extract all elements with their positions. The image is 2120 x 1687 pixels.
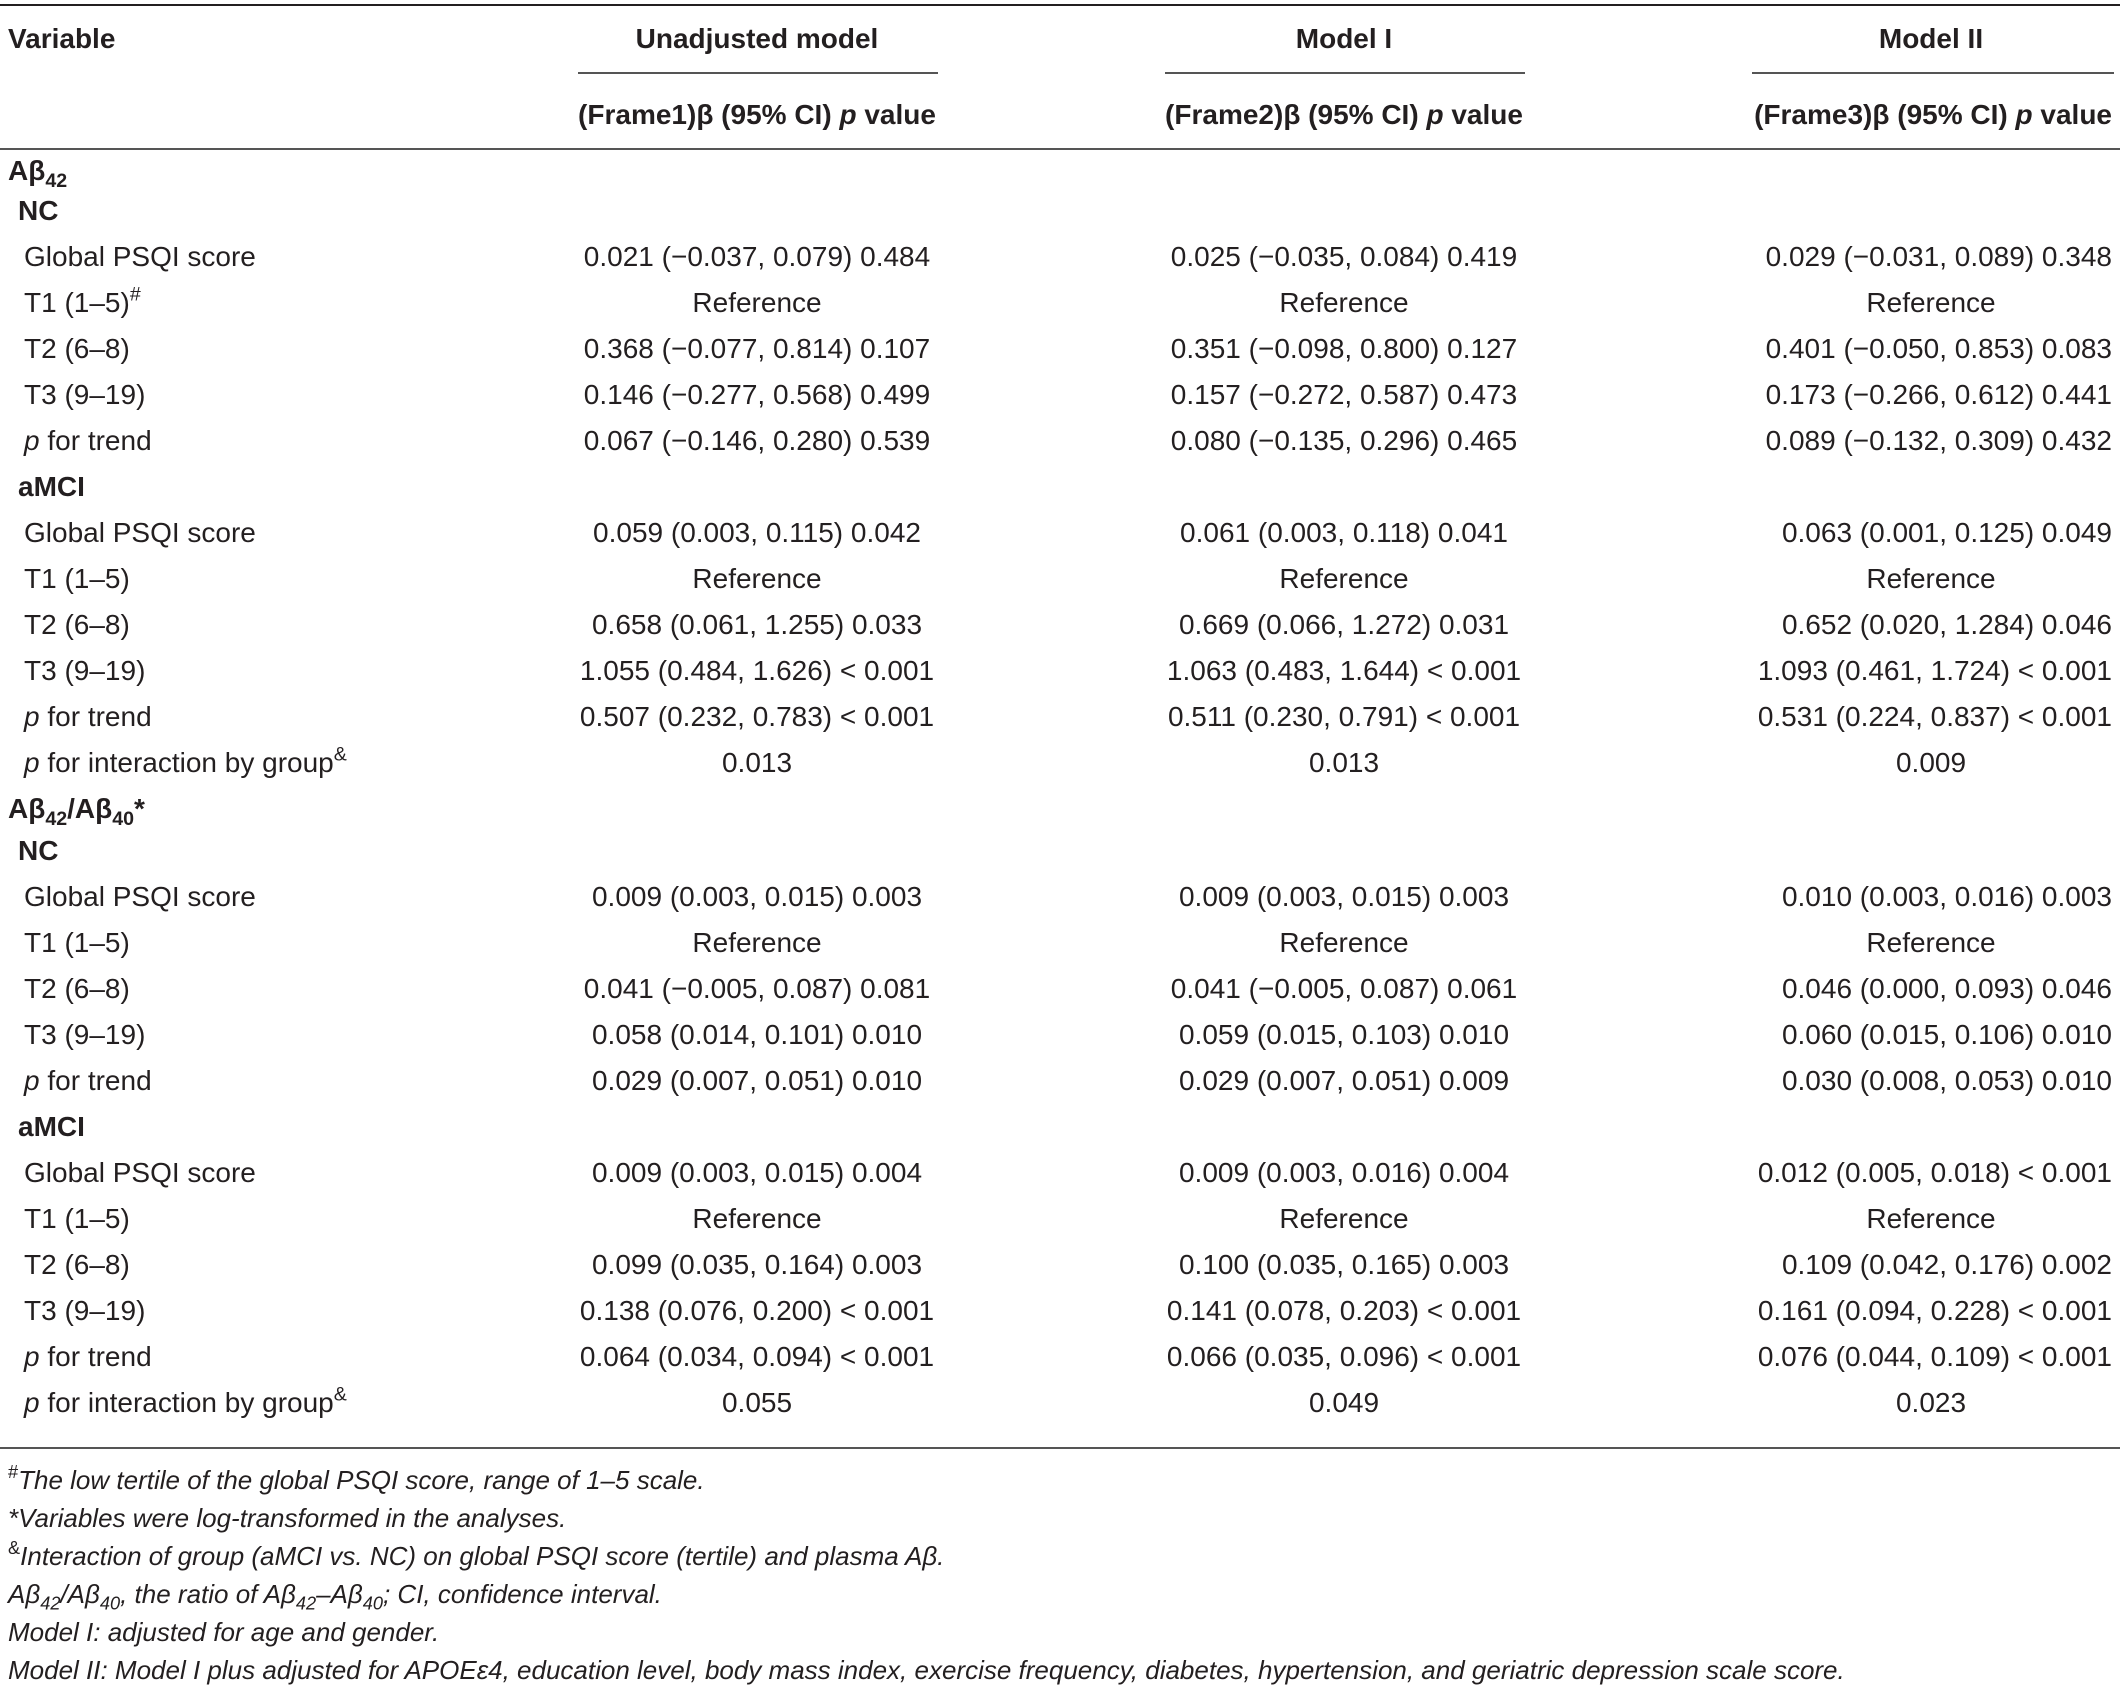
table-cell: 1.055 (0.484, 1.626) < 0.001 [579,655,935,686]
footnote-model-1: Model I: adjusted for age and gender. [8,1617,440,1647]
table-cell: 0.059 (0.003, 0.115) 0.042 [593,517,921,548]
row-label: p for trend [24,425,152,456]
row-label: T2 (6–8) [24,609,130,640]
subheader-model-2: (Frame3)β (95% CI) p value [1754,99,2112,130]
header-variable: Variable [8,23,116,54]
table-cell: 0.064 (0.034, 0.094) < 0.001 [579,1341,935,1372]
table-cell: 0.080 (−0.135, 0.296) 0.465 [1170,425,1518,456]
section-title: $A\beta_{42}/A\beta_{40}*$ [8,793,145,830]
table-cell: 0.041 (−0.005, 0.087) 0.061 [1170,973,1518,1004]
table-cell: 0.067 (−0.146, 0.280) 0.539 [583,425,931,456]
table-cell: Reference [1279,1203,1409,1234]
table-cell: 0.009 (0.003, 0.016) 0.004 [1178,1157,1510,1188]
table-cell: Reference [1866,563,1996,594]
table-cell: Reference [1279,927,1409,958]
table-cell: 0.173 (−0.266, 0.612) 0.441 [1765,379,2112,410]
table-cell: 0.157 (−0.272, 0.587) 0.473 [1170,379,1518,410]
table-cell: 0.009 [1895,747,1967,778]
row-label: T1 (1–5) [24,1203,130,1234]
row-label: p for trend [24,701,152,732]
group-label: aMCI [18,471,85,502]
row-label: p for interaction by group& [24,743,347,778]
row-label: T1 (1–5) [24,563,130,594]
table-cell: Reference [692,1203,822,1234]
table-cell: Reference [692,287,822,318]
table-cell: 0.029 (0.007, 0.051) 0.009 [1178,1065,1510,1096]
subheader-model-1: (Frame2)β (95% CI) p value [1165,99,1523,130]
table-cell: 1.093 (0.461, 1.724) < 0.001 [1757,655,2112,686]
table-cell: 0.669 (0.066, 1.272) 0.031 [1178,609,1510,640]
table-cell: 0.061 (0.003, 0.118) 0.041 [1180,517,1508,548]
table-cell: 0.029 (−0.031, 0.089) 0.348 [1765,241,2112,272]
table-cell: 0.652 (0.020, 1.284) 0.046 [1781,609,2112,640]
table-cell: 0.368 (−0.077, 0.814) 0.107 [583,333,931,364]
table-cell: 0.066 (0.035, 0.096) < 0.001 [1166,1341,1522,1372]
table-cell: 0.138 (0.076, 0.200) < 0.001 [579,1295,935,1326]
group-label: aMCI [18,1111,85,1142]
table-cell: 0.141 (0.078, 0.203) < 0.001 [1166,1295,1522,1326]
table-cell: 0.531 (0.224, 0.837) < 0.001 [1757,701,2112,732]
subheader-unadjusted: (Frame1)β (95% CI) p value [578,99,936,130]
footnote-ratio: $A\beta_{42}/A\beta_{40}$, the ratio of $A\beta_{42}-A\beta_{40}$; CI, confidence interval. [8,1579,662,1614]
table-bottom-rule [0,1447,2120,1449]
header-model-unadjusted: Unadjusted model [635,23,879,54]
row-label: T3 (9–19) [24,655,146,686]
table-cell: 0.055 [721,1387,793,1418]
table-cell: Reference [692,563,822,594]
table-cell: 0.013 [721,747,793,778]
table-cell: 0.401 (−0.050, 0.853) 0.083 [1765,333,2112,364]
table-cell: 0.109 (0.042, 0.176) 0.002 [1781,1249,2112,1280]
table-cell: 0.046 (0.000, 0.093) 0.046 [1781,973,2112,1004]
header-model-2: Model II [1878,23,1984,54]
header-underline-model-2 [1752,72,2114,74]
row-label: T1 (1–5)# [24,283,141,318]
table-cell: 0.012 (0.005, 0.018) < 0.001 [1757,1157,2112,1188]
table-cell: 0.013 [1308,747,1380,778]
row-label: p for trend [24,1341,152,1372]
table-cell: 0.099 (0.035, 0.164) 0.003 [591,1249,923,1280]
table-cell: 0.041 (−0.005, 0.087) 0.081 [583,973,931,1004]
table-cell: 0.058 (0.014, 0.101) 0.010 [591,1019,923,1050]
header-model-1: Model I [1295,23,1393,54]
table-cell: 0.507 (0.232, 0.783) < 0.001 [579,701,935,732]
footnote-star: *Variables were log-transformed in the analyses. [8,1503,567,1533]
table-cell: 0.511 (0.230, 0.791) < 0.001 [1167,701,1521,732]
table-cell: 0.029 (0.007, 0.051) 0.010 [591,1065,923,1096]
row-label: T2 (6–8) [24,973,130,1004]
table-cell: 0.009 (0.003, 0.015) 0.003 [591,881,923,912]
table-cell: 0.161 (0.094, 0.228) < 0.001 [1757,1295,2112,1326]
table-cell: 0.009 (0.003, 0.015) 0.004 [591,1157,923,1188]
row-label: T3 (9–19) [24,1295,146,1326]
table-cell: Reference [1866,1203,1996,1234]
row-label: T2 (6–8) [24,333,130,364]
table-cell: 0.025 (−0.035, 0.084) 0.419 [1170,241,1518,272]
table-cell: 0.030 (0.008, 0.053) 0.010 [1781,1065,2112,1096]
row-label: Global PSQI score [24,881,256,912]
table-cell: 0.060 (0.015, 0.106) 0.010 [1781,1019,2112,1050]
footnote-hash: #The low tertile of the global PSQI score, range of 1–5 scale. [8,1462,705,1495]
table-cell: 0.023 [1895,1387,1967,1418]
table-cell: 0.146 (−0.277, 0.568) 0.499 [583,379,931,410]
header-bottom-rule [0,148,2120,150]
row-label: p for trend [24,1065,152,1096]
table-cell: 0.059 (0.015, 0.103) 0.010 [1178,1019,1510,1050]
table-cell: 0.100 (0.035, 0.165) 0.003 [1178,1249,1510,1280]
row-label: T2 (6–8) [24,1249,130,1280]
table-cell: Reference [692,927,822,958]
top-rule [0,4,2120,6]
table-cell: 1.063 (0.483, 1.644) < 0.001 [1166,655,1522,686]
table-cell: 0.063 (0.001, 0.125) 0.049 [1781,517,2112,548]
table-cell: 0.009 (0.003, 0.015) 0.003 [1178,881,1510,912]
section-title: $A\beta_{42}$ [8,155,68,192]
row-label: T3 (9–19) [24,379,146,410]
table-cell: Reference [1866,287,1996,318]
table-cell: Reference [1279,563,1409,594]
table-cell: Reference [1279,287,1409,318]
table-cell: 0.021 (−0.037, 0.079) 0.484 [583,241,931,272]
table-cell: 0.351 (−0.098, 0.800) 0.127 [1170,333,1518,364]
row-label: T3 (9–19) [24,1019,146,1050]
header-underline-unadjusted [578,72,938,74]
table-cell: 0.658 (0.061, 1.255) 0.033 [591,609,923,640]
footnote-model-2: Model II: Model I plus adjusted for APOEε4, education level, body mass index, exercise frequency, diabetes, hypertension, and geriatric depression scale score. [8,1655,1845,1685]
group-label: NC [18,195,59,226]
table-cell: 0.089 (−0.132, 0.309) 0.432 [1765,425,2112,456]
row-label: T1 (1–5) [24,927,130,958]
row-label: Global PSQI score [24,1157,256,1188]
table-cell: 0.076 (0.044, 0.109) < 0.001 [1757,1341,2112,1372]
group-label: NC [18,835,59,866]
table-cell: Reference [1866,927,1996,958]
table-cell: 0.049 [1308,1387,1380,1418]
table-cell: 0.010 (0.003, 0.016) 0.003 [1781,881,2112,912]
row-label: p for interaction by group& [24,1383,347,1418]
header-underline-model-1 [1165,72,1525,74]
row-label: Global PSQI score [24,517,256,548]
footnote-amp: &Interaction of group (aMCI vs. NC) on global PSQI score (tertile) and plasma Aβ. [8,1538,945,1571]
row-label: Global PSQI score [24,241,256,272]
